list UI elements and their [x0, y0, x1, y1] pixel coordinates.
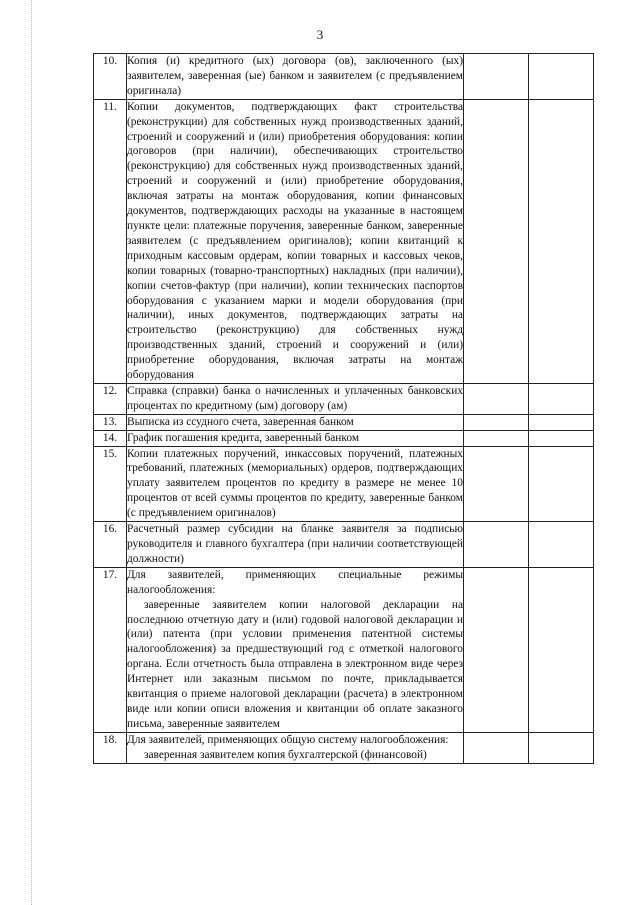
table-row — [94, 383, 594, 414]
row-number: 18. — [94, 732, 127, 763]
empty-cell — [529, 522, 594, 568]
table-row — [94, 567, 594, 732]
table-row — [94, 522, 594, 568]
row-paragraph: Для заявителей, применяющих специальные режимы налогообложения: — [127, 568, 463, 596]
table-row — [94, 414, 594, 430]
row-paragraph: Выписка из ссудного счета, заверенная банком — [127, 415, 354, 428]
empty-cell — [464, 522, 529, 568]
row-paragraph: Копия (и) кредитного (ых) договора (ов), заключенного (ых) заявителем, заверенная (ые) банком и заявителем (с предъявлением оригинала) — [127, 55, 463, 97]
page-number: 3 — [316, 27, 324, 42]
row-paragraph: Для заявителей, применяющих общую систему налогообложения: — [127, 733, 449, 746]
documents-table — [93, 53, 594, 764]
row-description — [127, 430, 464, 446]
row-description — [127, 567, 464, 732]
row-paragraph: Копии платежных поручений, инкассовых поручений, платежных требований, платежных (мемориальных) ордеров, подтверждающих уплату заявителем процентов по кредиту в размере не менее 10 процентов от всей суммы процентов по кредиту, заверенные банком (с предъявлением оригиналов) — [127, 447, 463, 520]
empty-cell — [464, 732, 529, 763]
table-row — [94, 732, 594, 763]
row-paragraph: заверенные заявителем копии налоговой декларации на последнюю отчетную дату и (или) годовой налоговой декларации и (или) патента (при условии применения патентной системы налогообложения) за предшествующий год с отметкой налогового органа. Если отчетность была отправлена в электронном виде через Интернет или заказным письмом по почте, прикладывается квитанция о приеме налоговой декларации (расчета) в электронном виде или копии описи вложения и квитанции об оплате заказного письма, заверенные заявителем — [127, 598, 463, 730]
row-description — [127, 99, 464, 383]
table-row — [94, 430, 594, 446]
table-row — [94, 54, 594, 100]
empty-cell — [529, 732, 594, 763]
row-description — [127, 732, 464, 763]
empty-cell — [464, 567, 529, 732]
empty-cell — [529, 430, 594, 446]
row-number: 13. — [94, 414, 127, 430]
table-row — [94, 99, 594, 383]
row-paragraph: Расчетный размер субсидии на бланке заявителя за подписью руководителя и главного бухгалтера (при наличии соответствующей должности) — [127, 523, 463, 565]
row-paragraph: Копии документов, подтверждающих факт строительства (реконструкции) для собственных нужд производственных зданий, строений и сооружений и (или) приобретения оборудования: копии договоров (при наличии), обеспечивающих строительство (реконструкцию) для собственных нужд производственных зданий, строений и сооружений и (или) приобретение оборудования, включая затраты на монтаж оборудования, копии финансовых документов, подтверждающих расходы на указанные в настоящем пункте цели: платежные поручения, заверенные банком, заверенные заявителем (с предъявлением оригиналов); копии квитанций к приходным кассовым ордерам, копии товарных и кассовых чеков, копии товарных (товарно-транспортных) накладных (при наличии), копии счетов-фактур (при наличии), копии технических паспортов оборудования с указанием марки и модели оборудования (при наличии), иных документов, подтверждающих затраты на строительство (реконструкцию) для собственных нужд производственных зданий, строений и сооружений и (или) приобретение оборудования, включая затраты на монтаж оборудования — [127, 100, 463, 382]
empty-cell — [464, 383, 529, 414]
row-number: 17. — [94, 567, 127, 732]
empty-cell — [529, 383, 594, 414]
empty-cell — [529, 567, 594, 732]
empty-cell — [464, 99, 529, 383]
row-number: 16. — [94, 522, 127, 568]
row-paragraph: заверенная заявителем копия бухгалтерской (финансовой) — [144, 748, 427, 761]
empty-cell — [464, 446, 529, 522]
row-description — [127, 414, 464, 430]
empty-cell — [529, 446, 594, 522]
table-row — [94, 446, 594, 522]
row-number: 10. — [94, 54, 127, 100]
row-description — [127, 446, 464, 522]
empty-cell — [529, 414, 594, 430]
row-description — [127, 522, 464, 568]
empty-cell — [464, 430, 529, 446]
row-description — [127, 54, 464, 100]
left-margin-line — [31, 0, 32, 905]
empty-cell — [464, 414, 529, 430]
row-paragraph: Справка (справки) банка о начисленных и уплаченных банковских процентах по кредитному (ым) договору (ам) — [127, 384, 463, 412]
empty-cell — [529, 99, 594, 383]
row-number: 11. — [94, 99, 127, 383]
row-paragraph: График погашения кредита, заверенный банком — [127, 431, 360, 444]
row-number: 15. — [94, 446, 127, 522]
row-description — [127, 383, 464, 414]
empty-cell — [464, 54, 529, 100]
row-number: 12. — [94, 383, 127, 414]
empty-cell — [529, 54, 594, 100]
row-number: 14. — [94, 430, 127, 446]
